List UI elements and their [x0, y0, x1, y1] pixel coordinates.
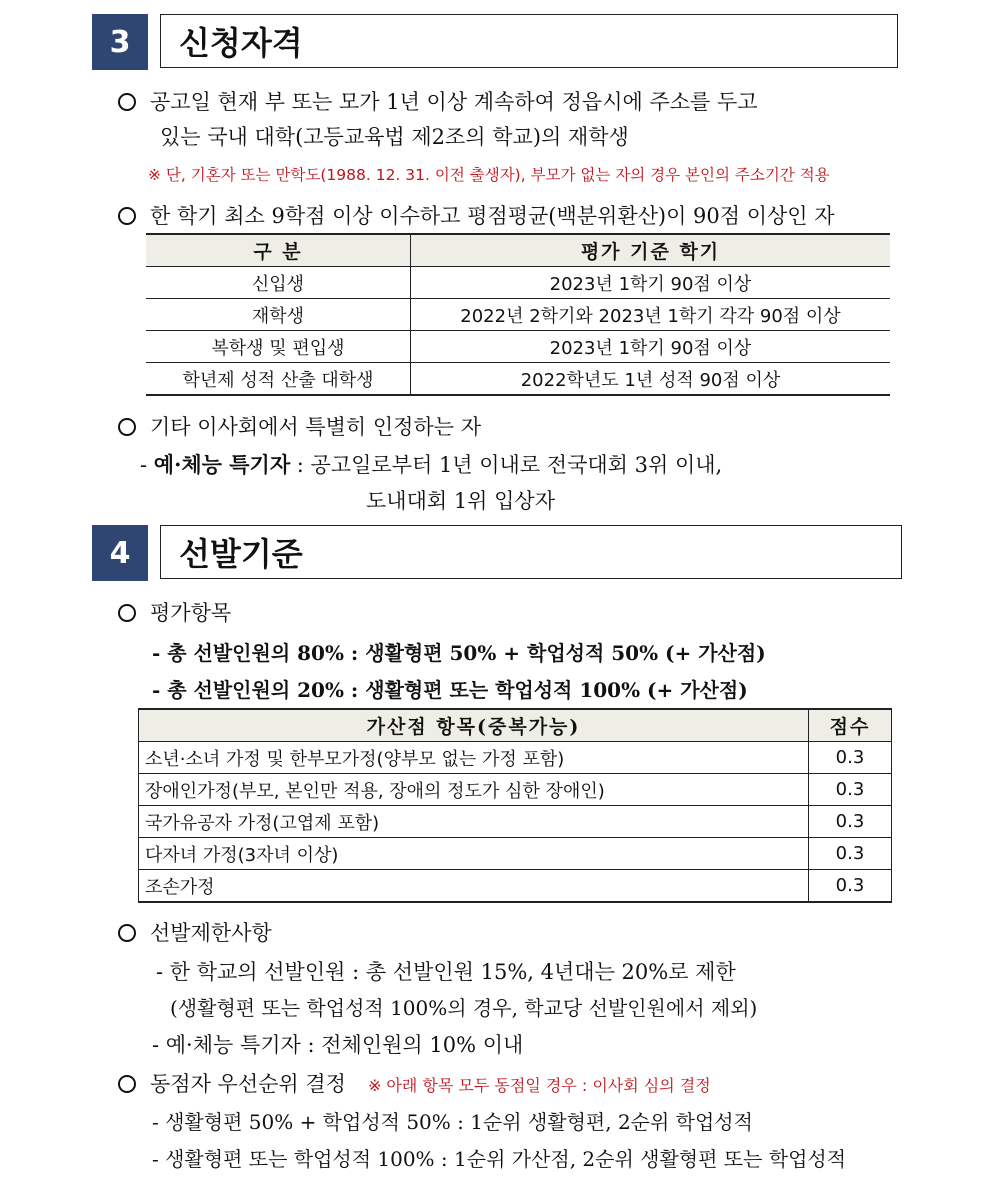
- table-row: [139, 870, 892, 903]
- section-4-header: [92, 525, 902, 581]
- section-3-header: [92, 14, 898, 70]
- tiebreak-rule-2: - 생활형편 또는 학업성적 100% : 1순위 가산점, 2순위 생활형편 또는 학업성적: [152, 1147, 847, 1171]
- table-header-cell: 구 분: [146, 234, 411, 267]
- table-cell: 조손가정: [139, 870, 809, 903]
- eligibility-item-2: 한 학기 최소 9학점 이상 이수하고 평점평균(백분위환산)이 90점 이상인 자: [118, 200, 835, 230]
- table-cell: 학년제 성적 산출 대학생: [146, 363, 411, 396]
- table-row: [146, 331, 890, 363]
- table-cell: 국가유공자 가정(고엽제 포함): [139, 806, 809, 838]
- evaluation-rule-2: - 총 선발인원의 20% : 생활형편 또는 학업성적 100% (+ 가산점): [152, 678, 748, 702]
- table-cell: 복학생 및 편입생: [146, 331, 411, 363]
- evaluation-rule-1: - 총 선발인원의 80% : 생활형편 50% + 학업성적 50% (+ 가산점): [152, 641, 766, 665]
- table-cell: 2022년 2학기와 2023년 1학기 각각 90점 이상: [411, 299, 891, 331]
- table-header-cell: 점수: [809, 709, 892, 742]
- section-title: 신청자격: [160, 14, 898, 68]
- table-cell: 0.3: [809, 774, 892, 806]
- table-cell: 소년·소녀 가정 및 한부모가정(양부모 없는 가정 포함): [139, 742, 809, 774]
- table-row: [146, 299, 890, 331]
- eligibility-item-1: 공고일 현재 부 또는 모가 1년 이상 계속하여 정읍시에 주소를 두고: [118, 86, 758, 116]
- circle-bullet-icon: [118, 207, 136, 225]
- table-cell: 2023년 1학기 90점 이상: [411, 267, 891, 299]
- table-row: [139, 806, 892, 838]
- table-row: [146, 363, 890, 396]
- table-cell: 0.3: [809, 806, 892, 838]
- circle-bullet-icon: [118, 418, 136, 436]
- limit-rule-1-cont: (생활형편 또는 학업성적 100%의 경우, 학교당 선발인원에서 제외): [170, 996, 758, 1020]
- limit-rule-2: - 예·체능 특기자 : 전체인원의 10% 이내: [152, 1033, 524, 1057]
- table-header-row: [139, 709, 892, 742]
- talent-sub-item: - 예·체능 특기자 : 공고일로부터 1년 이내로 전국대회 3위 이내,: [140, 452, 723, 477]
- grade-criteria-table: [146, 233, 890, 396]
- table-header-cell: 가산점 항목(중복가능): [139, 709, 809, 742]
- circle-bullet-icon: [118, 93, 136, 111]
- evaluation-item: 평가항목: [118, 597, 231, 627]
- table-cell: 재학생: [146, 299, 411, 331]
- table-cell: 다자녀 가정(3자녀 이상): [139, 838, 809, 870]
- tiebreak-note: ※ 아래 항목 모두 동점일 경우 : 이사회 심의 결정: [367, 1076, 711, 1095]
- table-cell: 0.3: [809, 742, 892, 774]
- table-cell: 0.3: [809, 838, 892, 870]
- limit-rule-1: - 한 학교의 선발인원 : 총 선발인원 15%, 4년대는 20%로 제한: [156, 960, 736, 984]
- tiebreak-rule-1: - 생활형편 50% + 학업성적 50% : 1순위 생활형편, 2순위 학업성적: [152, 1110, 753, 1134]
- table-cell: 2023년 1학기 90점 이상: [411, 331, 891, 363]
- circle-bullet-icon: [118, 924, 136, 942]
- tiebreak-item: 동점자 우선순위 결정 ※ 아래 항목 모두 동점일 경우 : 이사회 심의 결정: [118, 1068, 711, 1098]
- table-row: [139, 774, 892, 806]
- table-row: [139, 742, 892, 774]
- talent-sub-item-cont: 도내대회 1위 입상자: [366, 489, 555, 513]
- limits-item: 선발제한사항: [118, 917, 272, 947]
- table-cell: 0.3: [809, 870, 892, 903]
- eligibility-item-1-cont: 있는 국내 대학(고등교육법 제2조의 학교)의 재학생: [160, 125, 629, 149]
- table-cell: 신입생: [146, 267, 411, 299]
- section-number: 3: [92, 14, 148, 70]
- circle-bullet-icon: [118, 604, 136, 622]
- table-row: [146, 267, 890, 299]
- table-cell: 2022학년도 1년 성적 90점 이상: [411, 363, 891, 396]
- section-title: 선발기준: [160, 525, 902, 579]
- bonus-points-table: [138, 708, 892, 903]
- table-row: [139, 838, 892, 870]
- table-header-row: [146, 234, 890, 267]
- eligibility-note: ※ 단, 기혼자 또는 만학도(1988. 12. 31. 이전 출생자), 부모가 없는 자의 경우 본인의 주소기간 적용: [148, 166, 830, 184]
- table-header-cell: 평가 기준 학기: [411, 234, 891, 267]
- circle-bullet-icon: [118, 1075, 136, 1093]
- eligibility-item-3: 기타 이사회에서 특별히 인정하는 자: [118, 411, 481, 441]
- table-cell: 장애인가정(부모, 본인만 적용, 장애의 정도가 심한 장애인): [139, 774, 809, 806]
- section-number: 4: [92, 525, 148, 581]
- talent-label: 예·체능 특기자: [153, 452, 291, 477]
